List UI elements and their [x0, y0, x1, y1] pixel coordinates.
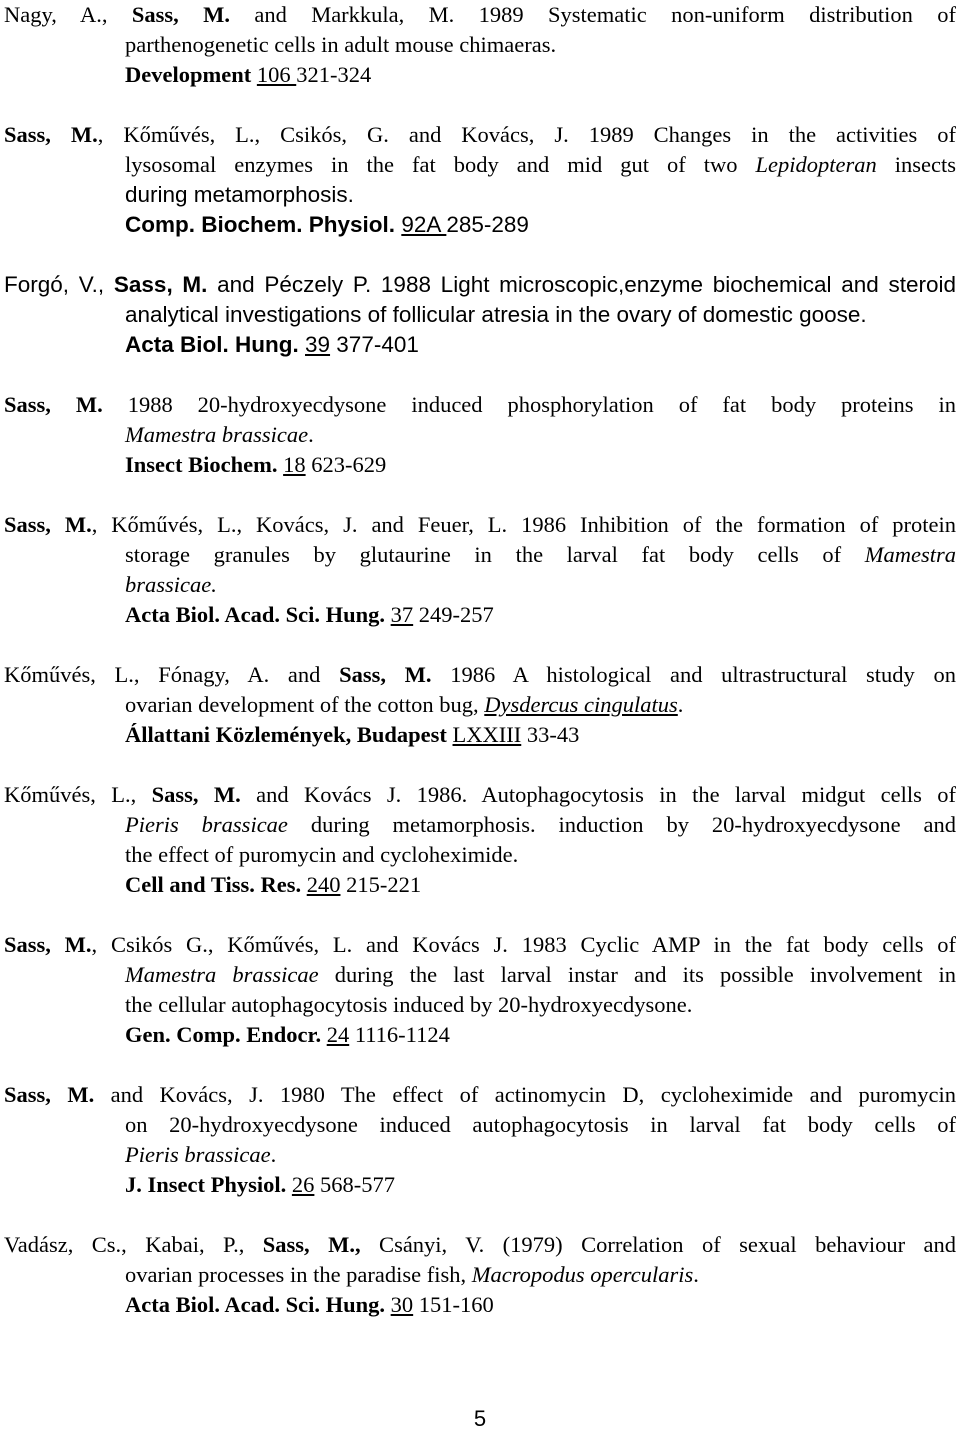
reference-text: and Péczely P. 1988 Light microscopic,enzyme biochemical and steroid — [207, 272, 956, 297]
reference-text: the cellular autophagocytosis induced by 20-hydroxyecdysone. — [125, 992, 693, 1017]
reference-authors-line — [4, 1080, 956, 1110]
reference-text: 623-629 — [305, 452, 387, 477]
reference-italic-text: Pieris brassicae — [125, 812, 288, 837]
reference-bold-text: Sass, M. — [339, 662, 432, 687]
reference-authors-line — [4, 510, 956, 540]
reference-bold-text: Sass, M. — [4, 392, 103, 417]
reference-text: Kőművés, L., — [4, 782, 152, 807]
reference-text: 151-160 — [413, 1292, 494, 1317]
reference-text: 106 — [256, 62, 297, 87]
reference-bold-text: Cell and Tiss. Res. — [125, 872, 302, 897]
reference-line — [125, 1020, 956, 1050]
reference-italic-text: Lepidopteran — [755, 152, 877, 177]
reference-line — [125, 1110, 956, 1140]
reference-line — [125, 570, 956, 600]
reference-bold-text: J. Insect Physiol. — [125, 1172, 287, 1197]
reference-line — [125, 60, 956, 90]
reference-text: 285-289 — [446, 212, 529, 237]
reference-italic-text: Mamestra brassicae — [125, 962, 319, 987]
reference-text: and Markkula, M. 1989 Systematic non-uniform distribution of — [230, 2, 956, 27]
reference-italic-text: Dysdercus cingulatus — [484, 692, 678, 717]
reference-bold-text: Sass, M. — [4, 512, 92, 537]
reference-line — [125, 300, 956, 330]
reference-authors-line — [4, 660, 956, 690]
reference-bold-text: Állattani Közlemények, Budapest — [125, 722, 447, 747]
reference-line — [125, 960, 956, 990]
reference-text: LXXIII — [452, 722, 522, 747]
reference-line — [125, 600, 956, 630]
reference-text: 1116-1124 — [349, 1022, 450, 1047]
reference-text: ovarian processes in the paradise fish, — [125, 1262, 472, 1287]
reference-text: 1988 20-hydroxyecdysone induced phosphorylation of fat body proteins in — [102, 392, 956, 417]
reference-text: ovarian development of the cotton bug, — [125, 692, 485, 717]
reference-line — [125, 1260, 956, 1290]
reference-text: . — [308, 422, 314, 447]
reference-bold-text: Development — [125, 62, 257, 87]
reference-bold-text: Insect Biochem. — [125, 452, 278, 477]
reference-bold-text: Sass, M. — [4, 122, 98, 147]
reference-text: Csányi, V. (1979) Correlation of sexual behaviour and — [360, 1232, 957, 1257]
reference-line — [125, 840, 956, 870]
reference-authors-line — [4, 1230, 956, 1260]
reference-text: . — [270, 1142, 277, 1167]
reference-line — [125, 150, 956, 180]
reference-italic-text: Mamestra — [864, 542, 956, 567]
reference-line — [125, 810, 956, 840]
reference-line — [125, 540, 956, 570]
reference-text: 26 — [291, 1172, 315, 1197]
reference-italic-text: Macropodus opercularis — [471, 1262, 694, 1287]
reference-italic-text: Mamestra brassicae — [125, 422, 309, 447]
reference-text: Forgó, V., — [4, 272, 114, 297]
reference-line — [125, 1290, 956, 1320]
reference-text: , Kőművés, L., Csikós, G. and Kovács, J. 1989 Changes in the activities of — [97, 122, 956, 147]
reference-authors-line — [4, 270, 956, 300]
reference-text: parthenogenetic cells in adult mouse chimaeras. — [125, 32, 557, 57]
reference-bold-text: Sass, M. — [4, 1082, 95, 1107]
reference-bold-text: Acta Biol. Acad. Sci. Hung. — [125, 1292, 386, 1317]
reference-line — [125, 420, 956, 450]
reference-authors-line — [4, 0, 956, 30]
reference-text: 377-401 — [330, 332, 419, 357]
reference-text: 240 — [306, 872, 341, 897]
reference-bold-text: Sass, M. — [4, 932, 92, 957]
reference-text: . — [693, 1262, 699, 1287]
reference-bold-text: Comp. Biochem. Physiol. — [125, 212, 396, 237]
reference-text: , Csikós G., Kőművés, L. and Kovács J. 1983 Cyclic AMP in the fat body cells of — [91, 932, 956, 957]
reference-text: on 20-hydroxyecdysone induced autophagocytosis in larval fat body cells of — [125, 1112, 956, 1137]
reference-text: during metamorphosis. induction by 20-hydroxyecdysone and — [287, 812, 956, 837]
reference-text: analytical investigations of follicular atresia in the ovary of domestic goose. — [125, 302, 867, 327]
reference-text: Nagy, A., — [4, 2, 132, 27]
reference-text: 30 — [390, 1292, 414, 1317]
reference-text: 321-324 — [296, 62, 372, 87]
reference-authors-line — [4, 780, 956, 810]
reference-bold-text: Sass, M. — [113, 272, 208, 297]
reference-italic-text: Pieris brassicae — [125, 1142, 271, 1167]
reference-line — [125, 990, 956, 1020]
reference-text: 39 — [305, 332, 331, 357]
reference-text: storage granules by glutaurine in the larval fat body cells of — [125, 542, 865, 567]
reference-line — [125, 30, 956, 60]
reference-text: Vadász, Cs., Kabai, P., — [4, 1232, 263, 1257]
reference-text: 18 — [283, 452, 306, 477]
reference-text: . — [677, 692, 684, 717]
reference-authors-line — [4, 930, 956, 960]
reference-line — [125, 180, 956, 210]
reference-line — [125, 720, 956, 750]
reference-text: , Kőművés, L., Kovács, J. and Feuer, L. 1986 Inhibition of the formation of protein — [91, 512, 956, 537]
reference-text: the effect of puromycin and cycloheximide. — [125, 842, 519, 867]
reference-text: during metamorphosis. — [125, 182, 354, 207]
reference-line — [125, 690, 956, 720]
reference-text: 37 — [390, 602, 414, 627]
page-number: 5 — [473, 1406, 487, 1431]
reference-text: Kőművés, L., Fónagy, A. and — [4, 662, 340, 687]
reference-text: 33-43 — [521, 722, 580, 747]
reference-bold-text: Acta Biol. Hung. — [125, 332, 299, 357]
reference-line — [125, 870, 956, 900]
reference-bold-text: Gen. Comp. Endocr. — [125, 1022, 322, 1047]
reference-text: and Kovács, J. 1980 The effect of actinomycin D, cycloheximide and puromycin — [94, 1082, 956, 1107]
reference-bold-text: Sass, M. — [131, 2, 230, 27]
reference-bold-text: Sass, M., — [262, 1232, 361, 1257]
reference-text: insects — [876, 152, 956, 177]
reference-line — [125, 450, 956, 480]
reference-bold-text: Acta Biol. Acad. Sci. Hung. — [125, 602, 386, 627]
reference-italic-text: brassicae. — [125, 572, 217, 597]
reference-text: 215-221 — [340, 872, 422, 897]
reference-line — [125, 210, 956, 240]
reference-authors-line — [4, 390, 956, 420]
reference-text: 24 — [326, 1022, 350, 1047]
reference-text: lysosomal enzymes in the fat body and mid gut of two — [125, 152, 756, 177]
reference-authors-line — [4, 120, 956, 150]
reference-text: 1986 A histological and ultrastructural study on — [431, 662, 956, 687]
reference-text: 568-577 — [314, 1172, 396, 1197]
reference-text: 92A — [401, 212, 447, 237]
reference-line — [125, 1170, 956, 1200]
reference-text: and Kovács J. 1986. Autophagocytosis in the larval midgut cells of — [240, 782, 956, 807]
reference-text: during the last larval instar and its possible involvement in — [318, 962, 956, 987]
reference-line — [125, 330, 956, 360]
reference-line — [125, 1140, 956, 1170]
reference-bold-text: Sass, M. — [151, 782, 241, 807]
reference-text: 249-257 — [413, 602, 494, 627]
